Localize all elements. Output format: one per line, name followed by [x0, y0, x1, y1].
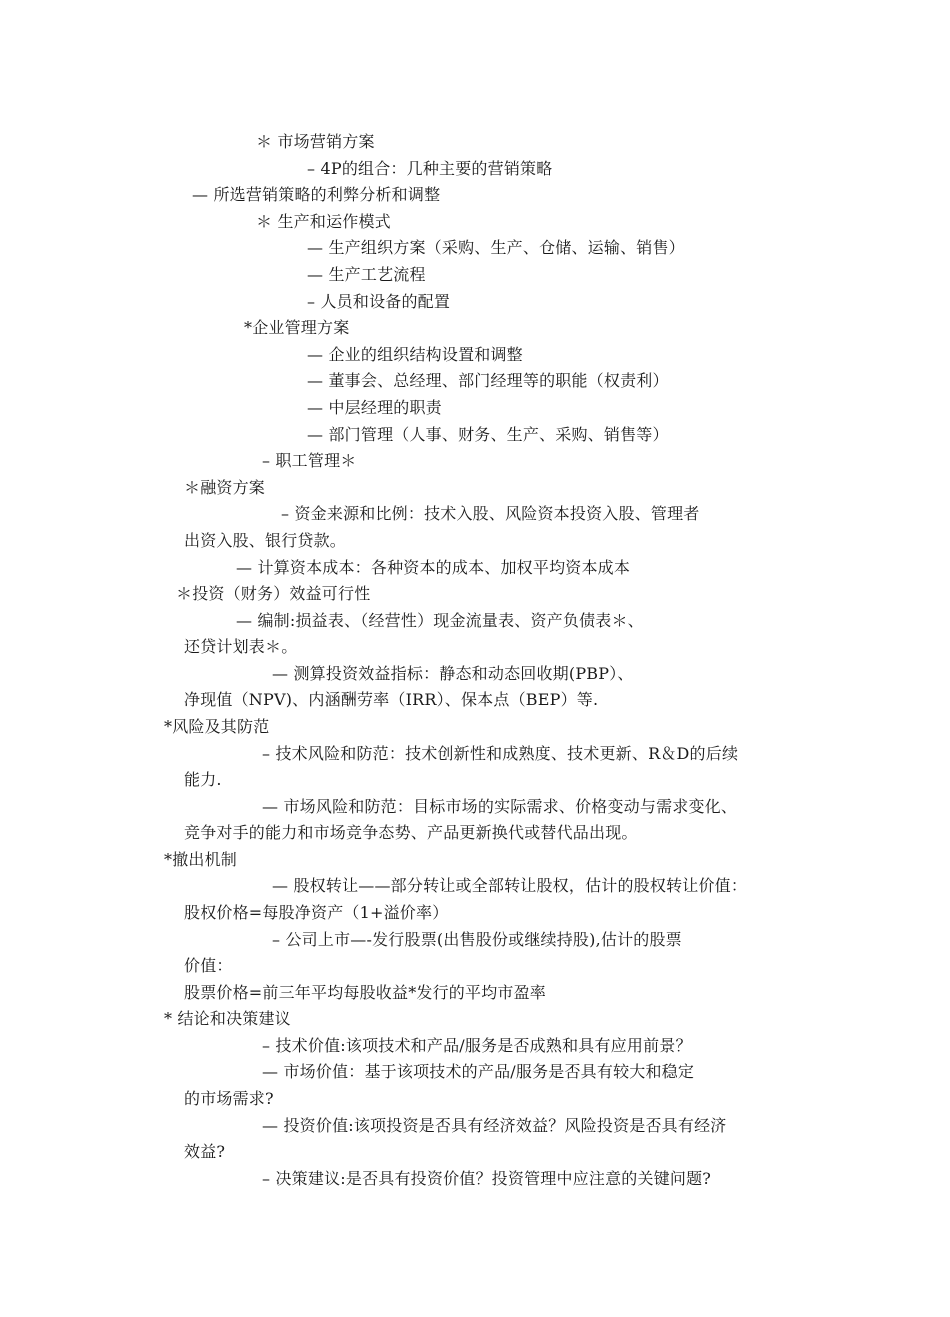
text-line: — 市场价值：基于该项技术的产品/服务是否具有较大和稳定 [262, 1062, 695, 1081]
heading-risk-prevention: *风险及其防范 [164, 717, 270, 736]
text-line: — 市场风险和防范：目标市场的实际需求、价格变动与需求变化、 [262, 797, 738, 816]
text-line: – 技术风险和防范：技术创新性和成熟度、技术更新、R＆D的后续 [262, 744, 739, 763]
text-line: — 部门管理（人事、财务、生产、采购、销售等） [307, 425, 669, 444]
text-line: — 股权转让——部分转让或全部转让股权，估计的股权转让价值： [272, 876, 748, 895]
heading-financing-plan: ＊融资方案 [184, 478, 266, 497]
heading-conclusion: * 结论和决策建议 [164, 1009, 291, 1028]
text-line: 能力. [184, 770, 222, 789]
heading-marketing-plan: ＊ 市场营销方案 [256, 132, 375, 151]
heading-production-mode: ＊ 生产和运作模式 [256, 212, 391, 231]
text-line: — 生产工艺流程 [307, 265, 426, 284]
text-line: 股权价格=每股净资产（1+溢价率） [184, 903, 449, 922]
heading-management-plan: *企业管理方案 [244, 318, 350, 337]
heading-investment-feasibility: ＊投资（财务）效益可行性 [176, 584, 371, 603]
text-line: — 所选营销策略的利弊分析和调整 [192, 185, 441, 204]
text-line: 还贷计划表＊。 [184, 637, 298, 656]
text-line: – 资金来源和比例：技术入股、风险资本投资入股、管理者 [281, 504, 700, 523]
text-line: 股票价格=前三年平均每股收益*发行的平均市盈率 [184, 983, 547, 1002]
text-line: – 4P的组合：几种主要的营销策略 [307, 159, 553, 178]
text-line: — 中层经理的职责 [307, 398, 442, 417]
heading-exit-mechanism: *撤出机制 [164, 850, 238, 869]
text-line: – 职工管理＊ [262, 451, 357, 470]
text-line: – 人员和设备的配置 [307, 292, 451, 311]
text-line: — 生产组织方案（采购、生产、仓储、运输、销售） [307, 238, 685, 257]
text-line: — 测算投资效益指标：静态和动态回收期(PBP）、 [272, 664, 634, 683]
text-line: 的市场需求? [184, 1089, 274, 1108]
text-line: — 企业的组织结构设置和调整 [307, 345, 523, 364]
text-line: 净现值（NPV)、内涵酬劳率（IRR）、保本点（BEP）等. [184, 690, 599, 709]
text-line: 出资入股、银行贷款。 [184, 531, 347, 550]
text-line: — 计算资本成本：各种资本的成本、加权平均资本成本 [236, 558, 631, 577]
text-line: — 董事会、总经理、部门经理等的职能（权责利） [307, 371, 669, 390]
text-line: 价值： [184, 956, 233, 975]
text-line: – 公司上市—-发行股票(出售股份或继续持股),估计的股票 [272, 930, 682, 949]
text-line: — 投资价值:该项投资是否具有经济效益？风险投资是否具有经济 [262, 1116, 727, 1135]
text-line: 效益? [184, 1142, 226, 1161]
text-line: 竞争对手的能力和市场竞争态势、产品更新换代或替代品出现。 [184, 823, 638, 842]
text-line: – 决策建议:是否具有投资价值？投资管理中应注意的关键问题? [262, 1169, 712, 1188]
text-line: – 技术价值:该项技术和产品/服务是否成熟和具有应用前景？ [262, 1036, 692, 1055]
text-line: — 编制:损益表、（经营性）现金流量表、资产负债表＊、 [236, 611, 644, 630]
